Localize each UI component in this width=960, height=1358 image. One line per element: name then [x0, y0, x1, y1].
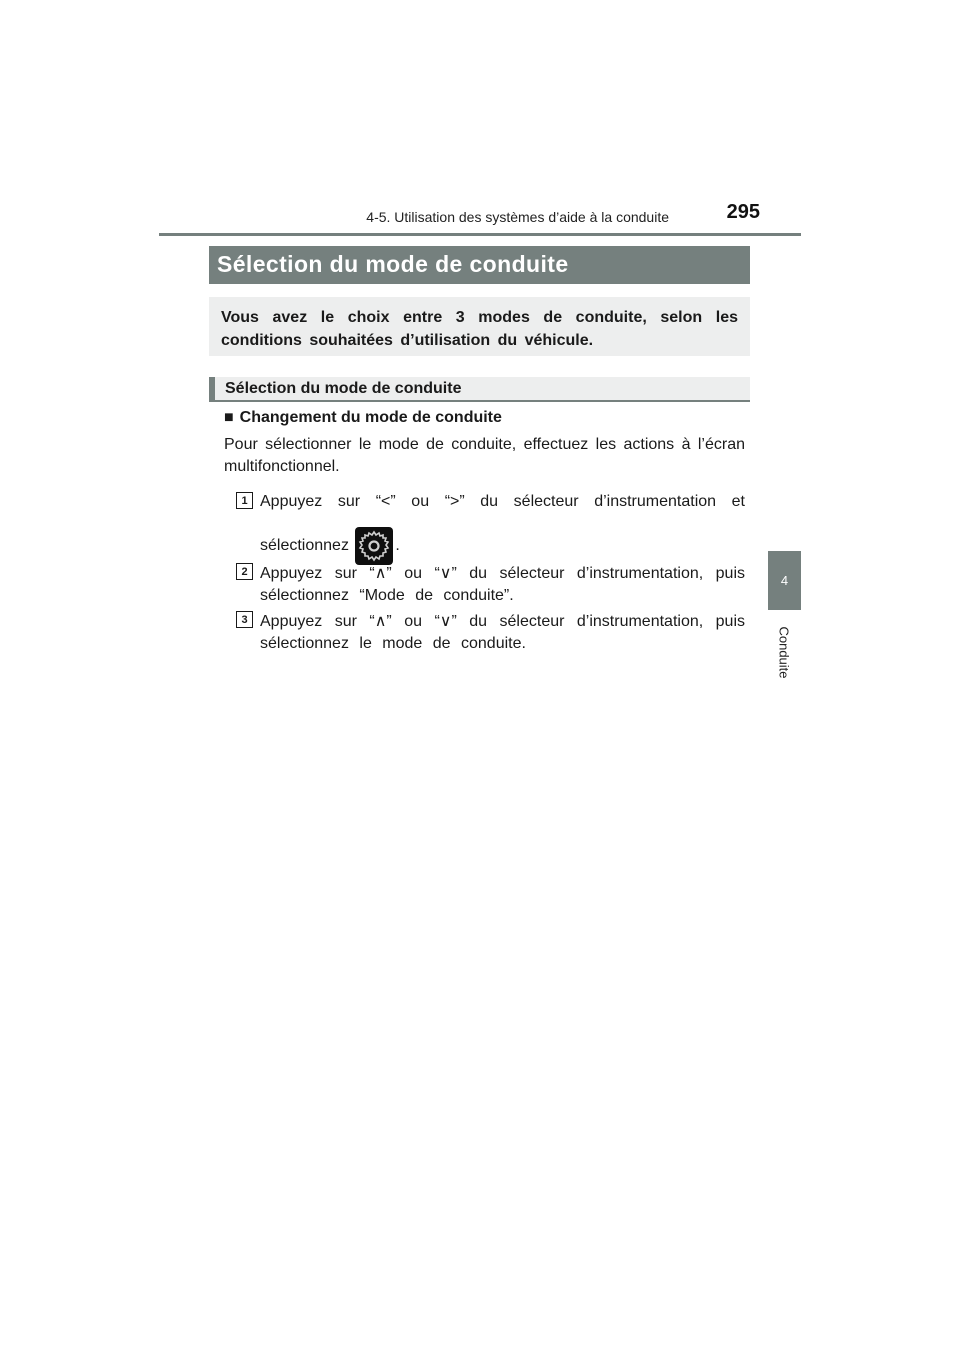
step-2-badge: 2 [236, 563, 253, 580]
chapter-label [766, 620, 802, 684]
header-section-title: 4-5. Utilisation des systèmes d’aide à la conduite [366, 209, 669, 225]
item-heading-text: Changement du mode de conduite [239, 409, 502, 426]
step-3-badge: 3 [236, 611, 253, 628]
step-3-text: Appuyez sur “∧” ou “∨” du sélecteur d’instrumentation, puis sélectionnez le mode de conduite. [260, 613, 745, 652]
gear-icon [355, 527, 393, 565]
step-1-text-line2 [260, 527, 745, 565]
step-2-text: Appuyez sur “∧” ou “∨” du sélecteur d’instrumentation, puis sélectionnez “Mode de conduite”. [260, 565, 745, 604]
intro-box: Vous avez le choix entre 3 modes de conduite, selon les conditions souhaitées d’utilisation du véhicule. [209, 297, 750, 356]
step-1-badge: 1 [236, 492, 253, 509]
subsection-heading: Sélection du mode de conduite [209, 377, 750, 402]
step-1-text-line1: Appuyez sur “<” ou “>” du sélecteur d’instrumentation et [260, 493, 745, 510]
square-bullet-icon: ■ [224, 409, 234, 426]
header-rule [159, 233, 801, 236]
chapter-label-text: Conduite [776, 625, 792, 679]
step-1-select-label: sélectionnez [260, 537, 349, 555]
step-1-period: . [395, 537, 400, 555]
item-body-text: Pour sélectionner le mode de conduite, effectuez les actions à l’écran multifonctionnel. [224, 436, 745, 475]
chapter-number: 4 [780, 573, 789, 588]
chapter-tab [768, 551, 801, 610]
page-title: Sélection du mode de conduite [209, 246, 750, 284]
page-number: 295 [726, 201, 760, 223]
item-heading [224, 409, 502, 427]
